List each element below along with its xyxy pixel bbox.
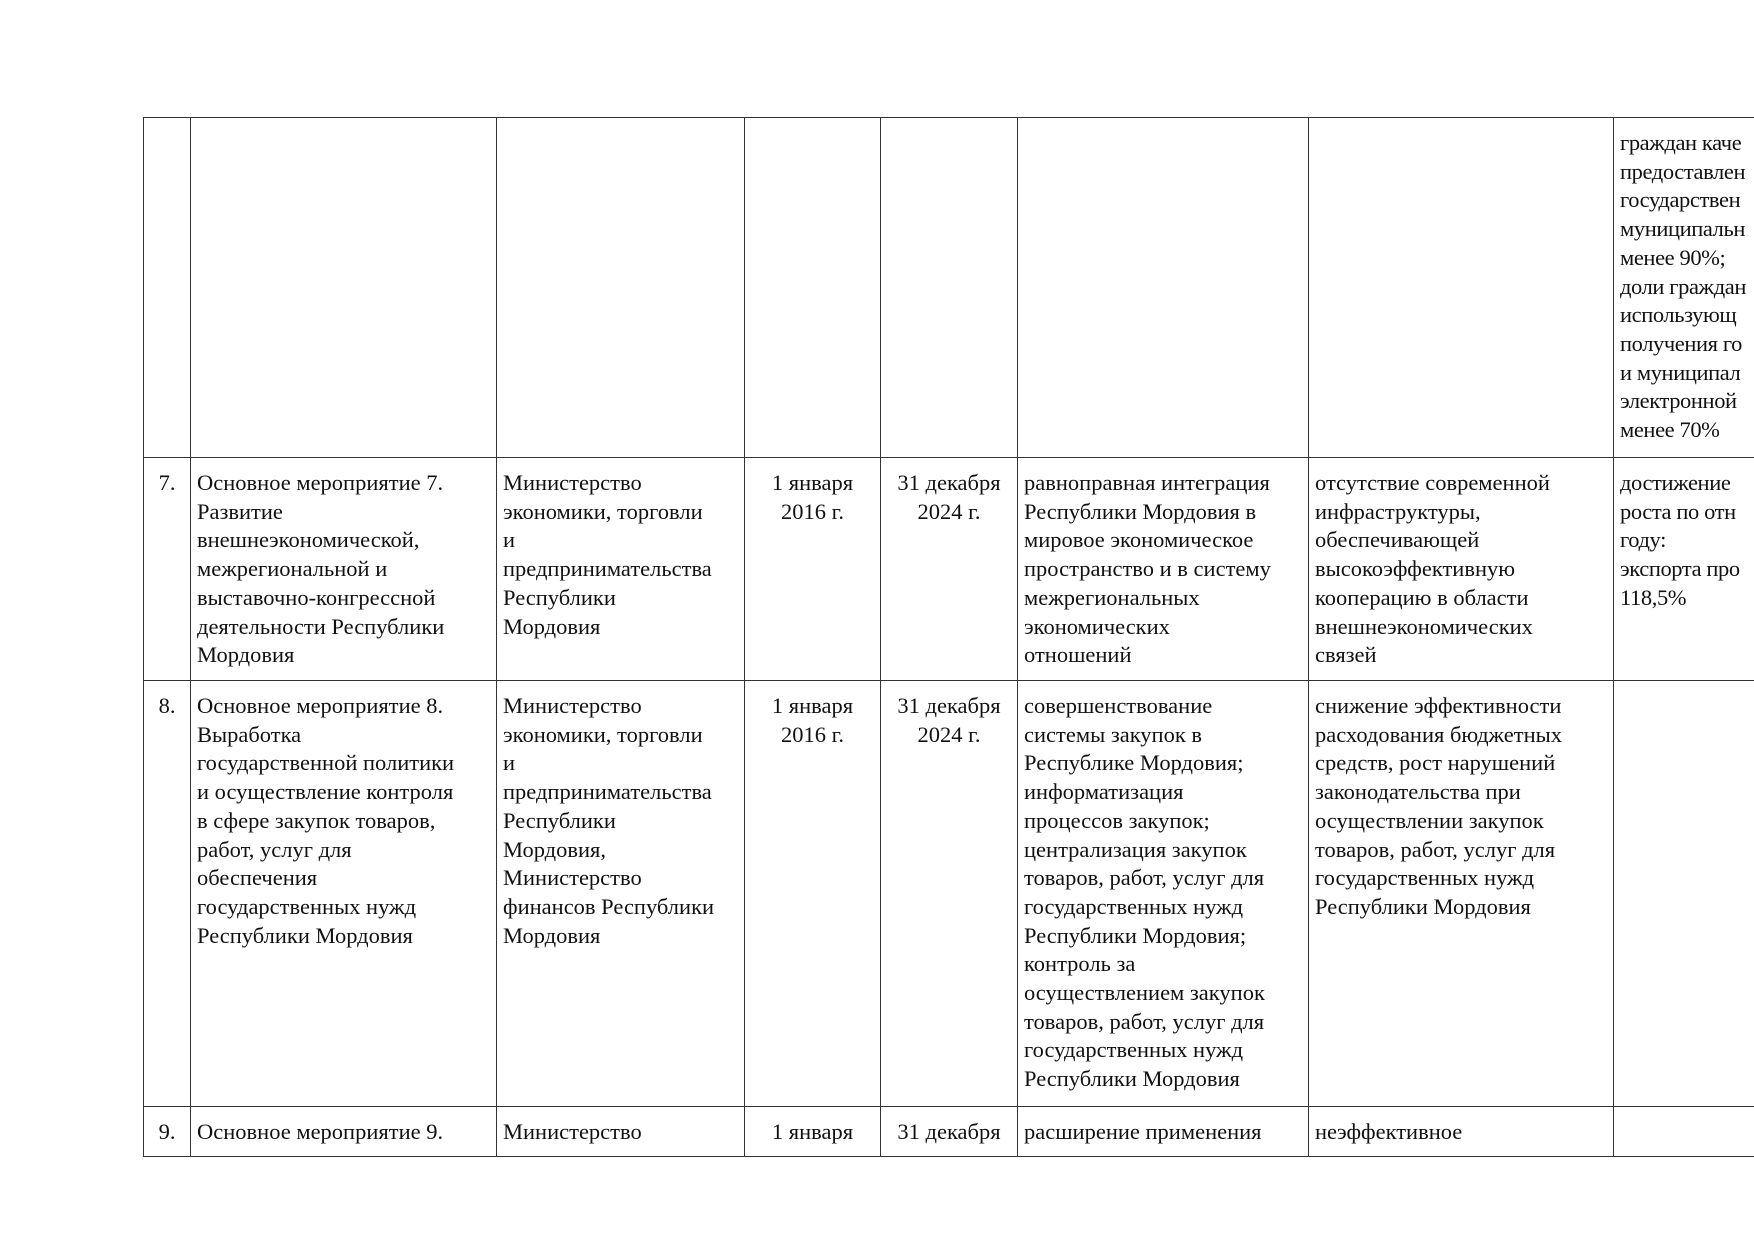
expected-result: совершенствование системы закупок в Республике Мордовия; информатизация процессов закупок; централизация закупок товаров, работ, услуг для государственных нужд Республики Мордовия; контроль за осуществлением закупок товаров, работ, услуг для государственных нужд Республики Мордовия [1018,681,1309,1107]
activity-name: Основное мероприятие 8. Выработка государственной политики и осуществление контроля в сфере закупок товаров, работ, услуг для обеспечения государственных нужд Республики Мордовия [191,681,497,1107]
start-date: 1 января [745,1107,881,1157]
start-date: 1 января 2016 г. [745,458,881,681]
end-date: 31 декабря [881,1107,1018,1157]
consequences: неэффективное [1309,1107,1614,1157]
end-date: 31 декабря 2024 г. [881,681,1018,1107]
executor: Министерство [497,1107,745,1157]
indicators [1614,681,1754,1107]
start-date [745,118,881,458]
row-number: 7. [144,458,191,681]
consequences: отсутствие современной инфраструктуры, обеспечивающей высокоэффективную кооперацию в области внешнеэкономических связей [1309,458,1614,681]
activity-name: Основное мероприятие 9. [191,1107,497,1157]
expected-result: расширение применения [1018,1107,1309,1157]
executor: Министерство экономики, торговли и предпринимательства Республики Мордовия, Министерство финансов Республики Мордовия [497,681,745,1107]
row-number: 9. [144,1107,191,1157]
consequences: снижение эффективности расходования бюджетных средств, рост нарушений законодательства при осуществлении закупок товаров, работ, услуг для государственных нужд Республики Мордовия [1309,681,1614,1107]
row-number: 8. [144,681,191,1107]
indicators [1614,1107,1754,1157]
consequences [1309,118,1614,458]
expected-result: равноправная интеграция Республики Мордовия в мировое экономическое пространство и в систему межрегиональных экономических отношений [1018,458,1309,681]
executor [497,118,745,458]
indicators: достижение роста по отн году: экспорта про 118,5% [1614,458,1754,681]
table-row [144,1107,1754,1157]
activity-name: Основное мероприятие 7. Развитие внешнеэкономической, межрегиональной и выставочно-конгрессной деятельности Республики Мордовия [191,458,497,681]
activity-name [191,118,497,458]
end-date [881,118,1018,458]
activities-table [143,117,1754,1157]
expected-result [1018,118,1309,458]
row-number [144,118,191,458]
indicators: граждан каче предоставлен государствен муниципальн менее 90%; доли граждан использующ получения го и муниципал электронной менее 70% [1614,118,1754,458]
table-row [144,118,1754,458]
table-row [144,681,1754,1107]
end-date: 31 декабря 2024 г. [881,458,1018,681]
table-row [144,458,1754,681]
start-date: 1 января 2016 г. [745,681,881,1107]
executor: Министерство экономики, торговли и предпринимательства Республики Мордовия [497,458,745,681]
